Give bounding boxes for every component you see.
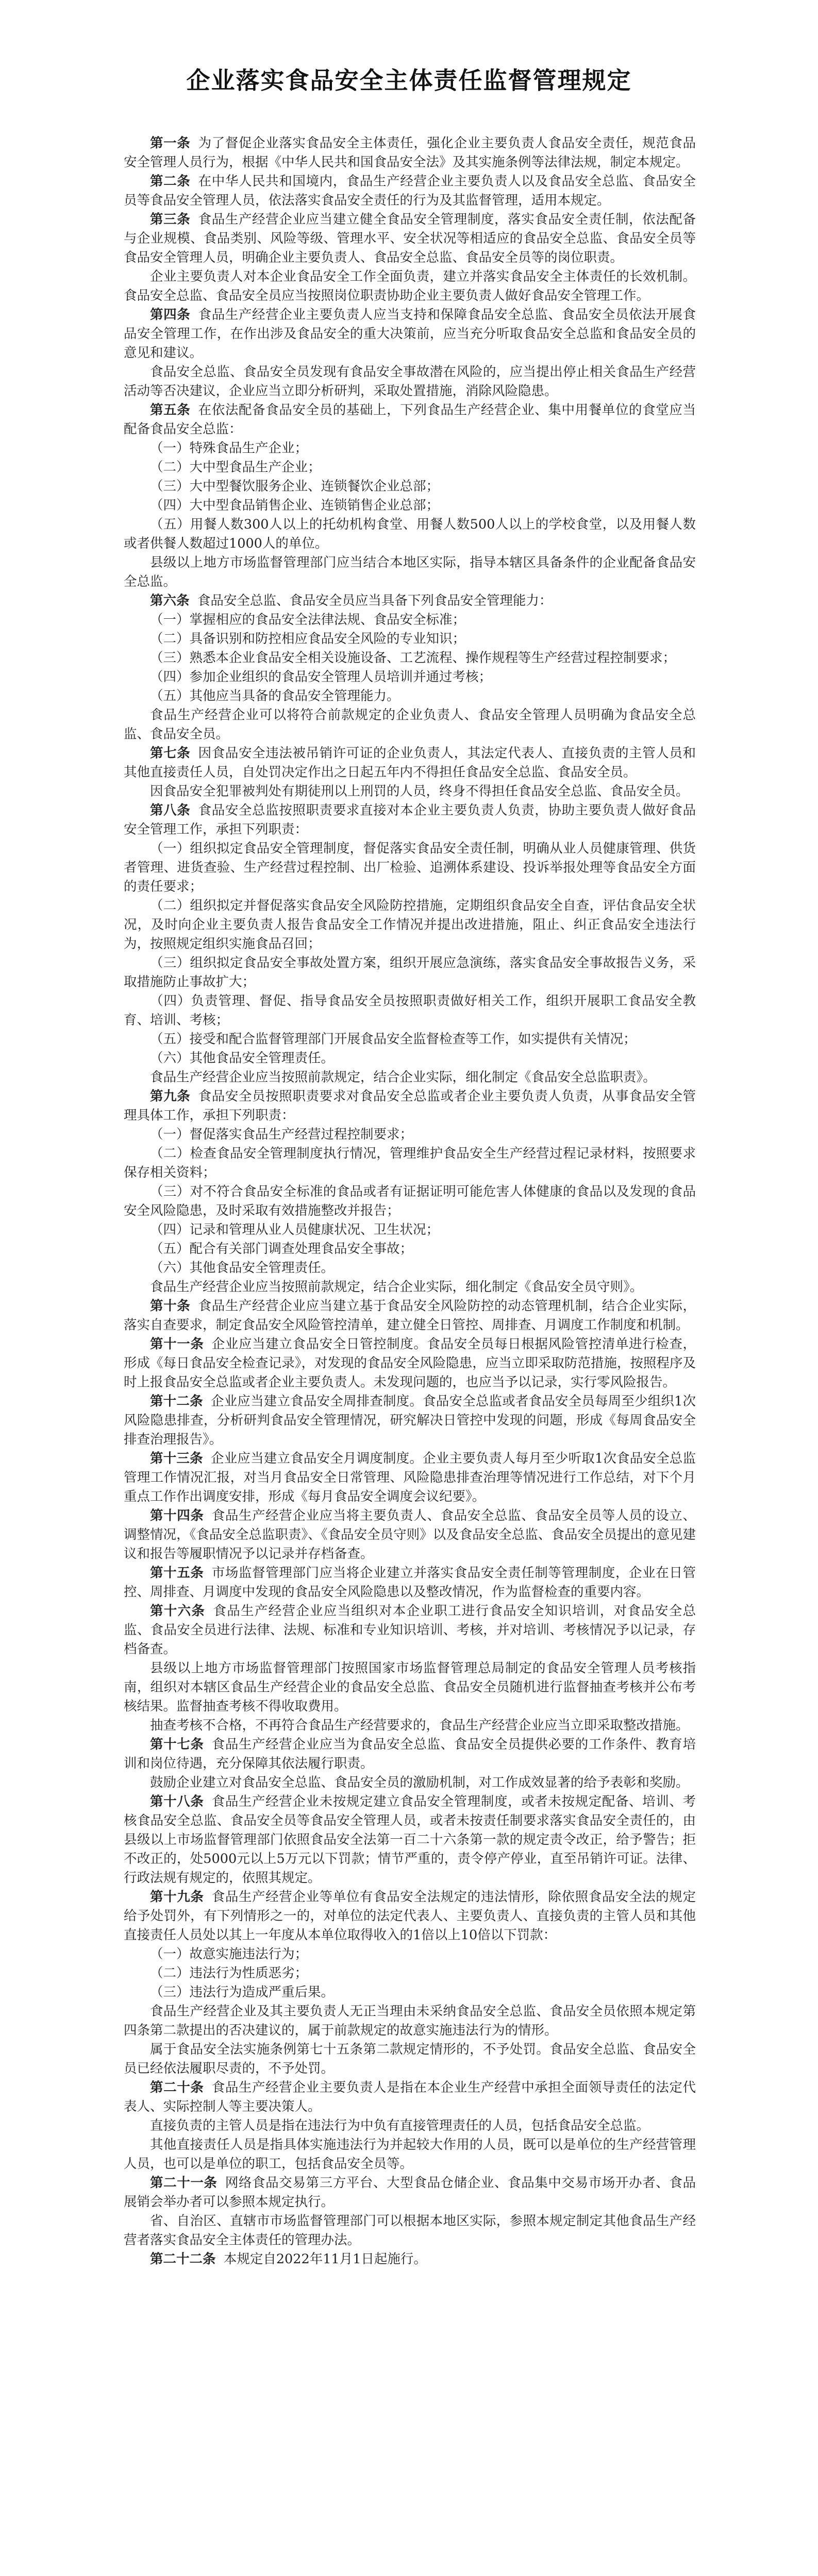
paragraph-text: （一）组织拟定食品安全管理制度，督促落实食品安全责任制，明确从业人员健康管理、供货者管理、进货查验、生产经营过程控制、出厂检验、追溯体系建设、投诉举报处理等食品安全方面的责任要求； [124,841,696,894]
clause-paragraph [124,1144,696,1182]
clause-paragraph [124,1049,696,1068]
paragraph-text: （六）其他食品安全管理责任。 [150,1260,335,1276]
article-number: 第三条 [150,212,191,227]
article-number: 第十八条 [150,1794,204,1809]
paragraph-text: 食品安全总监、食品安全员发现有食品安全事故潜在风险的，应当提出停止相关食品生产经营活动等否决建议，企业应当立即分析研判，采取处置措施，消除风险隐患。 [124,364,696,399]
clause-paragraph [124,477,696,496]
paragraph-text: （二）具备识别和防控相应食品安全风险的专业知识； [150,631,466,647]
paragraph-text: （一）故意实施违法行为； [150,1946,308,1962]
paragraph-text: （五）接受和配合监督管理部门开展食品安全监督检查等工作，如实提供有关情况； [150,1031,637,1047]
paragraph-text: 食品生产经营企业主要负责人应当支持和保障食品安全总监、食品安全员依法开展食品安全管理工作，在作出涉及食品安全的重大决策前，应当充分听取食品安全总监和食品安全员的意见和建议。 [124,307,696,361]
clause-paragraph [124,1659,696,1716]
paragraph-text: （四）负责管理、督促、指导食品安全员按照职责做好相关工作，组织开展职工食品安全教育、培训、考核； [124,993,696,1028]
article-number: 第十一条 [150,1336,204,1352]
paragraph-text: 企业应当建立食品安全月调度制度。企业主要负责人每月至少听取1次食品安全总监管理工作情况汇报，对当月食品安全日常管理、风险隐患排查治理等情况进行工作总结，对下个月重点工作作出调度安排，形成《每月食品安全调度会议纪要》。 [124,1451,696,1504]
paragraph-text: （三）大中型餐饮服务企业、连锁餐饮企业总部； [150,479,440,494]
paragraph-text: 鼓励企业建立对食品安全总监、食品安全员的激励机制，对工作成效显著的给予表彰和奖励。 [150,1775,689,1790]
clause-paragraph [124,992,696,1030]
paragraph-text: （五）其他应当具备的食品安全管理能力。 [150,688,400,704]
clause-paragraph [124,1030,696,1049]
article-paragraph [124,1506,696,1564]
clause-paragraph [124,458,696,477]
clause-paragraph [124,839,696,896]
paragraph-text: 食品生产经营企业应当组织对本企业职工进行食品安全知识培训，对食品安全总监、食品安全员进行法律、法规、标准和专业知识培训、考核，并对培训、考核情况予以记录，存档备查。 [124,1603,696,1657]
paragraph-text: （五）配合有关部门调查处理食品安全事故； [150,1241,413,1257]
clause-paragraph [124,1278,696,1297]
paragraph-text: （一）掌握相应的食品安全法律法规、食品安全标准； [150,612,466,628]
paragraph-text: 食品生产经营企业主要负责人是指在本企业生产经营中承担全面领导责任的法定代表人、实际控制人等主要决策人。 [124,2080,696,2114]
paragraph-text: 企业应当建立食品安全日管控制度。食品安全员每日根据风险管控清单进行检查，形成《每日食品安全检查记录》，对发现的食品安全风险隐患，应当立即采取防范措施，按照程序及时上报食品安全总监或者企业主要负责人。未发现问题的，也应当予以记录，实行零风险报告。 [124,1336,696,1390]
article-paragraph [124,401,696,439]
article-paragraph [124,306,696,363]
paragraph-text: （一）督促落实食品生产经营过程控制要求； [150,1127,413,1142]
clause-paragraph [124,706,696,744]
paragraph-text: （四）大中型食品销售企业、连锁销售企业总部； [150,498,440,513]
article-number: 第十五条 [150,1565,204,1581]
clause-paragraph [124,1259,696,1278]
paragraph-text: 企业应当建立食品安全周排查制度。食品安全总监或者食品安全员每周至少组织1次风险隐患排查，分析研判食品安全管理情况，研究解决日管控中发现的问题，形成《每周食品安全排查治理报告》。 [124,1394,696,1447]
paragraph-text: 本规定自2022年11月1日起施行。 [223,2251,427,2267]
article-paragraph [124,1792,696,1888]
clause-paragraph [124,2212,696,2250]
paragraph-text: 食品生产经营企业应当将主要负责人、食品安全总监、食品安全员等人员的设立、调整情况，《食品安全总监职责》、《食品安全员守则》以及食品安全总监、食品安全员提出的意见建议和报告等履职情况予以记录并存档备查。 [124,1508,696,1562]
clause-paragraph [124,363,696,401]
paragraph-text: （三）对不符合食品安全标准的食品或者有证据证明可能危害人体健康的食品以及发现的食品安全风险隐患，及时采取有效措施整改并报告； [124,1184,696,1218]
paragraph-text: 市场监督管理部门应当将企业建立并落实食品安全责任制等管理制度，企业在日管控、周排查、月调度中发现的食品安全风险隐患以及整改情况，作为监督检查的重要内容。 [124,1565,696,1600]
paragraph-text: 直接负责的主管人员是指在违法行为中负有直接管理责任的人员，包括食品安全总监。 [150,2118,650,2133]
clause-paragraph [124,896,696,954]
paragraph-text: 其他直接责任人员是指具体实施违法行为并起较大作用的人员，既可以是单位的生产经营管理人员，也可以是单位的职工，包括食品安全员等。 [124,2137,696,2172]
clause-paragraph [124,1182,696,1221]
paragraph-text: 为了督促企业落实食品安全主体责任，强化企业主要负责人食品安全责任，规范食品安全管理人员行为，根据《中华人民共和国食品安全法》及其实施条例等法律法规，制定本规定。 [124,135,696,170]
paragraph-text: 县级以上地方市场监督管理部门应当结合本地区实际，指导本辖区具备条件的企业配备食品安全总监。 [124,555,696,589]
clause-paragraph [124,1221,696,1240]
article-number: 第二十条 [150,2080,204,2095]
paragraph-text: （三）违法行为造成严重后果。 [150,1985,335,2000]
paragraph-text: 省、自治区、直辖市市场监督管理部门可以根据本地区实际，参照本规定制定其他食品生产经营者落实食品安全主体责任的管理办法。 [124,2213,696,2248]
paragraph-text: 因食品安全犯罪被判处有期徒刑以上刑罚的人员，终身不得担任食品安全总监、食品安全员。 [150,784,689,799]
article-paragraph [124,134,696,172]
paragraph-text: 食品生产经营企业应当按照前款规定，结合企业实际，细化制定《食品安全总监职责》。 [150,1070,656,1085]
article-paragraph [124,1602,696,1659]
article-paragraph [124,1335,696,1392]
clause-paragraph [124,1125,696,1144]
article-number: 第二十一条 [150,2175,218,2191]
paragraph-text: （六）其他食品安全管理责任。 [150,1050,335,1066]
clause-paragraph [124,2040,696,2078]
paragraph-text: 因食品安全违法被吊销许可证的企业负责人，其法定代表人、直接负责的主管人员和其他直接责任人员，自处罚决定作出之日起五年内不得担任食品安全总监、食品安全员。 [124,745,696,780]
clause-paragraph [124,496,696,515]
clause-paragraph [124,649,696,668]
clause-paragraph [124,1945,696,1964]
clause-paragraph [124,668,696,687]
clause-paragraph [124,1964,696,1983]
clause-paragraph [124,687,696,706]
article-number: 第一条 [150,135,191,151]
article-paragraph [124,172,696,210]
paragraph-text: （四）记录和管理从业人员健康状况、卫生状况； [150,1222,440,1238]
article-number: 第十六条 [150,1603,206,1619]
paragraph-text: 食品生产经营企业可以将符合前款规定的企业负责人、食品安全管理人员明确为食品安全总监、食品安全员。 [124,707,696,742]
paragraph-text: （二）检查食品安全管理制度执行情况，管理维护食品安全生产经营过程记录材料，按照要求保存相关资料； [124,1146,696,1180]
article-paragraph [124,591,696,611]
article-number: 第八条 [150,803,191,818]
paragraph-text: （二）大中型食品生产企业； [150,460,321,475]
article-number: 第十七条 [150,1737,204,1752]
clause-paragraph [124,1716,696,1735]
clause-paragraph [124,611,696,630]
article-paragraph [124,1449,696,1506]
clause-paragraph [124,2116,696,2136]
paragraph-text: 食品生产经营企业应当按照前款规定，结合企业实际，细化制定《食品安全员守则》。 [150,1279,643,1295]
paragraph-text: 网络食品交易第三方平台、大型食品仓储企业、食品集中交易市场开办者、食品展销会举办者可以参照本规定执行。 [124,2175,696,2210]
paragraph-text: （五）用餐人数300人以上的托幼机构食堂、用餐人数500人以上的学校食堂，以及用餐人数或者供餐人数超过1000人的单位。 [124,517,696,551]
article-paragraph [124,1888,696,1945]
article-number: 第十四条 [150,1508,204,1523]
paragraph-text: （二）违法行为性质恶劣； [150,1965,308,1981]
clause-paragraph [124,1068,696,1087]
clause-paragraph [124,439,696,458]
article-number: 第五条 [150,402,191,418]
clause-paragraph [124,515,696,553]
paragraph-text: 属于食品安全法实施条例第七十五条第二款规定情形的，不予处罚。食品安全总监、食品安全员已经依法履职尽责的，不予处罚。 [124,2042,696,2076]
article-number: 第七条 [150,745,191,761]
paragraph-text: 食品安全员按照职责要求对食品安全总监或者企业主要负责人负责，从事食品安全管理具体工作，承担下列职责： [124,1089,696,1123]
paragraph-text: 食品生产经营企业应当为食品安全总监、食品安全员提供必要的工作条件、教育培训和岗位待遇，充分保障其依法履行职责。 [124,1737,696,1771]
paragraph-text: （三）组织拟定食品安全事故处置方案，组织开展应急演练，落实食品安全事故报告义务，采取措施防止事故扩大； [124,955,696,990]
article-paragraph [124,1297,696,1335]
paragraph-text: 企业主要负责人对本企业食品安全工作全面负责，建立并落实食品安全主体责任的长效机制。食品安全总监、食品安全员应当按照岗位职责协助企业主要负责人做好食品安全管理工作。 [124,269,696,303]
article-paragraph [124,1735,696,1773]
article-paragraph [124,801,696,839]
article-paragraph [124,1392,696,1449]
article-number: 第四条 [150,307,191,323]
clause-paragraph [124,267,696,306]
clause-paragraph [124,1240,696,1259]
article-number: 第九条 [150,1089,191,1104]
paragraph-text: 食品生产经营企业及其主要负责人无正当理由未采纳食品安全总监、食品安全员依照本规定第四条第二款提出的否决建议的，属于前款规定的故意实施违法行为的情形。 [124,2004,696,2038]
document-title: 企业落实食品安全主体责任监督管理规定 [186,66,632,94]
clause-paragraph [124,630,696,649]
paragraph-text: （一）特殊食品生产企业； [150,440,308,456]
clause-paragraph [124,782,696,801]
paragraph-text: 抽查考核不合格，不再符合食品生产经营要求的，食品生产经营企业应当立即采取整改措施。 [150,1718,689,1733]
clause-paragraph [124,553,696,591]
article-number: 第十二条 [150,1394,203,1409]
clause-paragraph [124,954,696,992]
clause-paragraph [124,2002,696,2040]
article-paragraph [124,2078,696,2116]
paragraph-text: 在中华人民共和国境内，食品生产经营企业主要负责人以及食品安全总监、食品安全员等食品安全管理人员，依法落实食品安全责任的行为及其监督管理，适用本规定。 [124,174,696,208]
article-number: 第十条 [150,1298,191,1314]
paragraph-text: 食品安全总监、食品安全员应当具备下列食品安全管理能力： [197,593,553,608]
document-body [124,134,696,2269]
clause-paragraph [124,1983,696,2002]
paragraph-text: 食品生产经营企业应当建立健全食品安全管理制度，落实食品安全责任制，依法配备与企业规模、食品类别、风险等级、管理水平、安全状况等相适应的食品安全总监、食品安全员等食品安全管理人员，明确企业主要负责人、食品安全总监、食品安全员等的岗位职责。 [124,212,696,265]
paragraph-text: 县级以上地方市场监督管理部门按照国家市场监督管理总局制定的食品安全管理人员考核指南，组织对本辖区食品生产经营企业的食品安全总监、食品安全员随机进行监督抽查考核并公布考核结果。监督抽查考核不得收取费用。 [124,1660,696,1714]
paragraph-text: 食品生产经营企业未按规定建立食品安全管理制度，或者未按规定配备、培训、考核食品安全总监、食品安全员等食品安全管理人员，或者未按责任制要求落实食品安全责任的，由县级以上市场监督管理部门依照食品安全法第一百二十六条第一款的规定责令改正，给予警告；拒不改正的，处5000元以上5万元以下罚款；情节严重的，责令停产停业，直至吊销许可证。法律、行政法规有规定的，依照其规定。 [124,1794,696,1886]
paragraph-text: 食品生产经营企业应当建立基于食品安全风险防控的动态管理机制，结合企业实际，落实自查要求，制定食品安全风险管控清单，建立健全日管控、周排查、月调度工作制度和机制。 [124,1298,696,1333]
article-paragraph [124,1087,696,1125]
paragraph-text: 在依法配备食品安全员的基础上，下列食品生产经营企业、集中用餐单位的食堂应当配备食品安全总监： [124,402,696,437]
article-paragraph [124,1564,696,1602]
article-number: 第二十二条 [150,2251,216,2267]
paragraph-text: （二）组织拟定并督促落实食品安全风险防控措施，定期组织食品安全自查，评估食品安全状况，及时向企业主要负责人报告食品安全工作情况并提出改进措施，阻止、纠正食品安全违法行为，按照规定组织实施食品召回； [124,898,696,952]
article-paragraph [124,210,696,267]
article-number: 第十三条 [150,1451,203,1466]
clause-paragraph [124,2136,696,2174]
article-paragraph [124,2250,696,2269]
paragraph-text: （四）参加企业组织的食品安全管理人员培训并通过考核； [150,669,492,685]
paragraph-text: 食品安全总监按照职责要求直接对本企业主要负责人负责，协助主要负责人做好食品安全管理工作，承担下列职责： [124,803,696,837]
paragraph-text: 食品生产经营企业等单位有食品安全法规定的违法情形，除依照食品安全法的规定给予处罚外，有下列情形之一的，对单位的法定代表人、主要负责人、直接负责的主管人员和其他直接责任人员处以其上一年度从本单位取得收入的1倍以上10倍以下罚款： [124,1889,696,1943]
article-paragraph [124,2174,696,2212]
article-number: 第六条 [150,593,190,608]
article-paragraph [124,744,696,782]
article-number: 第十九条 [150,1889,204,1905]
paragraph-text: （三）熟悉本企业食品安全相关设施设备、工艺流程、操作规程等生产经营过程控制要求； [150,650,676,666]
article-number: 第二条 [150,174,191,189]
clause-paragraph [124,1773,696,1792]
